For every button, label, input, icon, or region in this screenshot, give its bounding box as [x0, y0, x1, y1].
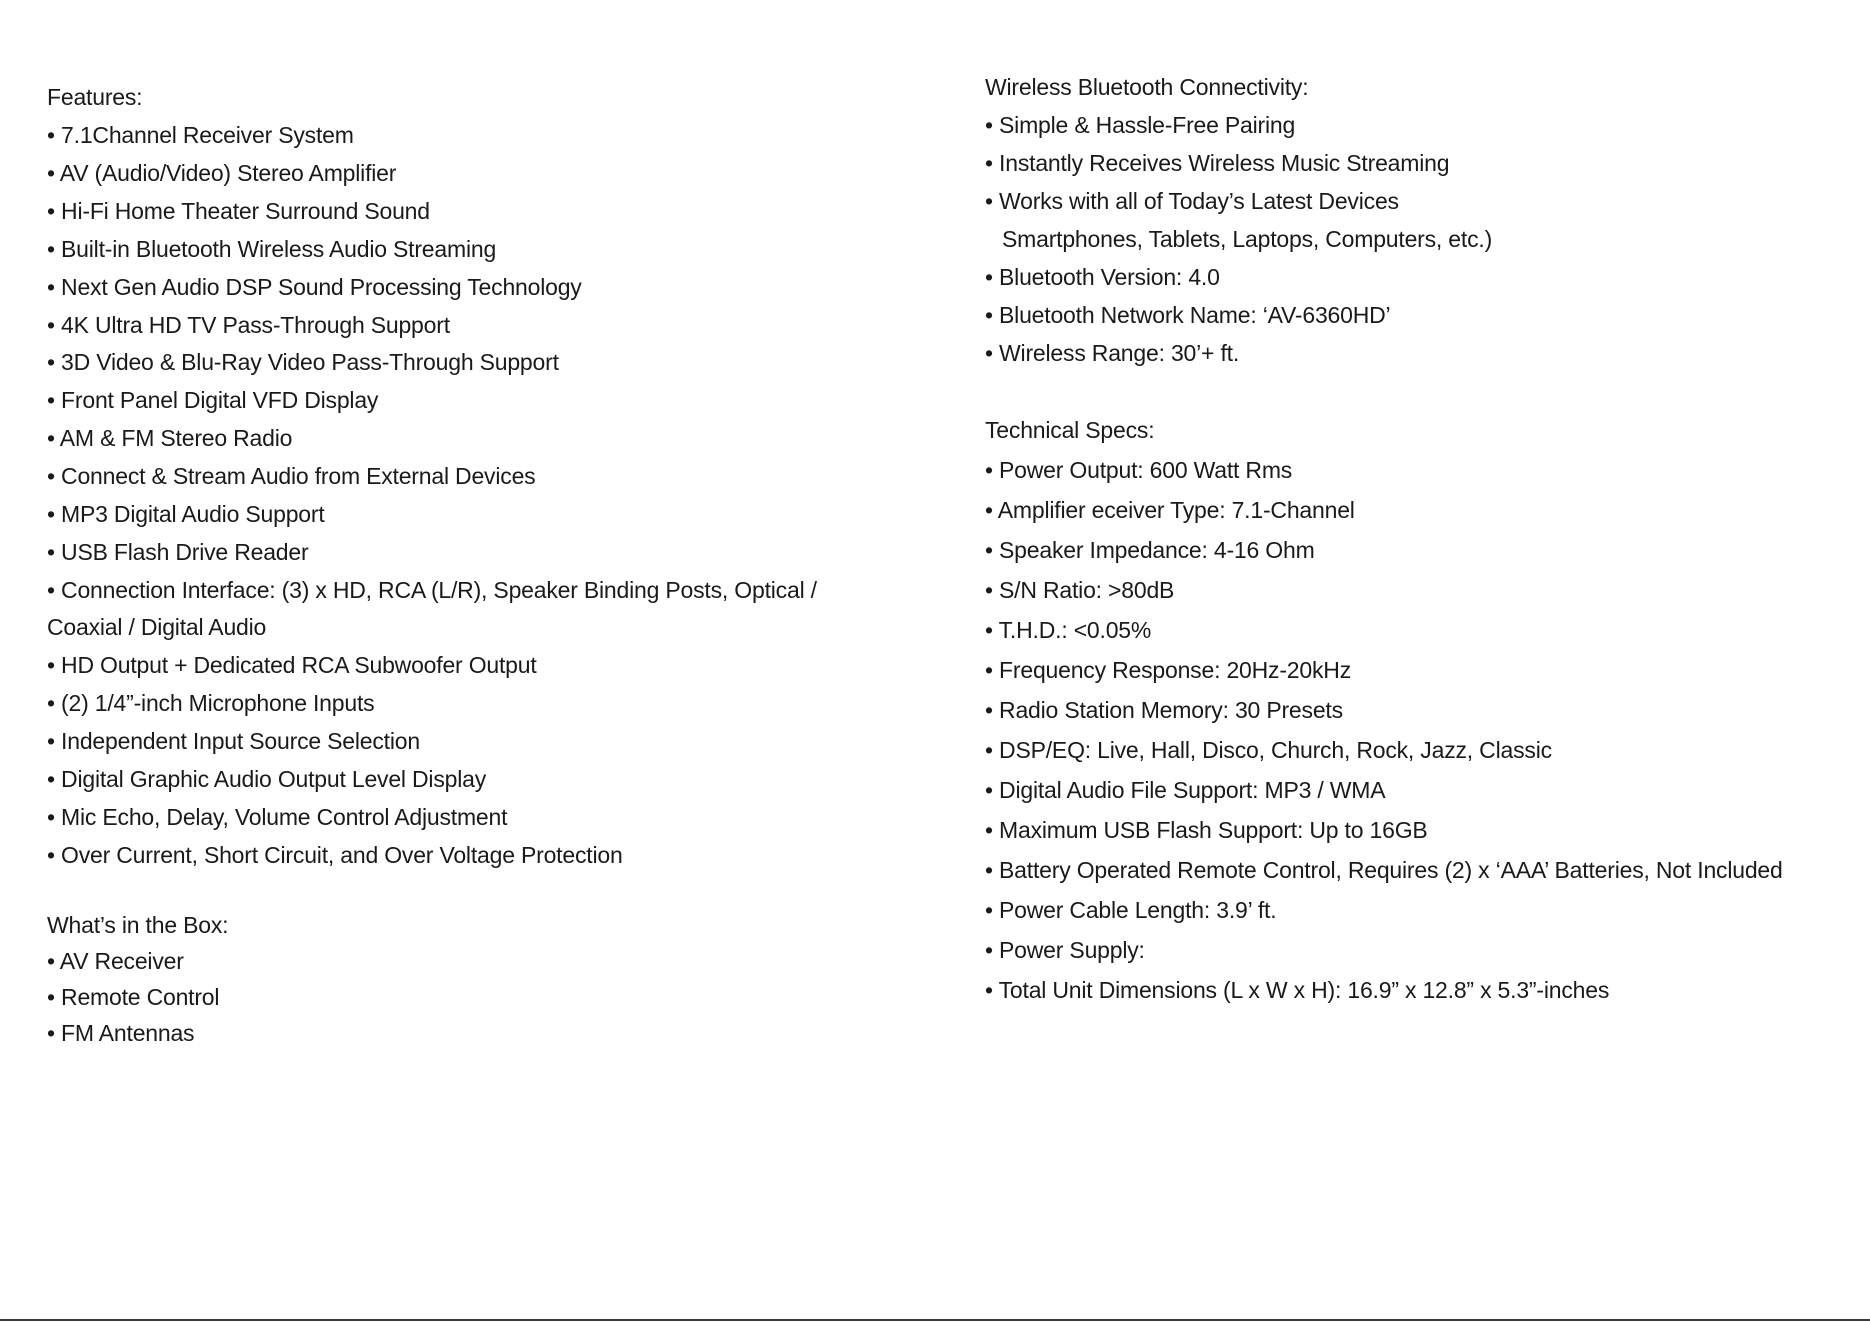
feature-item: • Hi-Fi Home Theater Surround Sound — [47, 198, 430, 224]
feature-item: • Independent Input Source Selection — [47, 728, 420, 754]
feature-item: • Connection Interface: (3) x HD, RCA (L/R), Speaker Binding Posts, Optical / — [47, 577, 817, 603]
bluetooth-item-continuation: Smartphones, Tablets, Laptops, Computers, etc.) — [1002, 226, 1493, 252]
feature-item: • Mic Echo, Delay, Volume Control Adjustment — [47, 804, 508, 830]
bluetooth-item: • Instantly Receives Wireless Music Streaming — [985, 150, 1450, 176]
feature-item: • 7.1Channel Receiver System — [47, 122, 354, 148]
spec-item: • Power Cable Length: 3.9’ ft. — [985, 897, 1277, 923]
spec-item: • S/N Ratio: >80dB — [985, 577, 1175, 603]
feature-item: • Over Current, Short Circuit, and Over Voltage Protection — [47, 842, 623, 868]
feature-item: • AV (Audio/Video) Stereo Amplifier — [47, 160, 397, 186]
spec-item: • Frequency Response: 20Hz-20kHz — [985, 657, 1351, 683]
spec-item: • Amplifier eceiver Type: 7.1-Channel — [985, 497, 1355, 523]
feature-item: • Front Panel Digital VFD Display — [47, 387, 379, 413]
spec-item: • T.H.D.: <0.05% — [985, 617, 1152, 643]
feature-item: • 4K Ultra HD TV Pass-Through Support — [47, 312, 450, 338]
feature-item: • AM & FM Stereo Radio — [47, 425, 293, 451]
specs-heading: Technical Specs: — [985, 417, 1155, 443]
bottom-rule — [0, 1319, 1870, 1321]
feature-item: • Digital Graphic Audio Output Level Display — [47, 766, 487, 792]
feature-item: • Connect & Stream Audio from External Devices — [47, 463, 536, 489]
spec-item: • Battery Operated Remote Control, Requires (2) x ‘AAA’ Batteries, Not Included — [985, 857, 1783, 883]
feature-item: • MP3 Digital Audio Support — [47, 501, 325, 527]
spec-item: • Digital Audio File Support: MP3 / WMA — [985, 777, 1386, 803]
bluetooth-item: • Bluetooth Network Name: ‘AV-6360HD’ — [985, 302, 1391, 328]
bluetooth-heading: Wireless Bluetooth Connectivity: — [985, 74, 1309, 100]
bluetooth-item: • Simple & Hassle-Free Pairing — [985, 112, 1296, 138]
feature-item: • USB Flash Drive Reader — [47, 539, 309, 565]
feature-item-continuation: Coaxial / Digital Audio — [47, 614, 267, 640]
spec-item: • Maximum USB Flash Support: Up to 16GB — [985, 817, 1428, 843]
spec-item: • Power Output: 600 Watt Rms — [985, 457, 1293, 483]
bluetooth-item: • Bluetooth Version: 4.0 — [985, 264, 1220, 290]
spec-item: • Power Supply: — [985, 937, 1145, 963]
feature-item: • HD Output + Dedicated RCA Subwoofer Output — [47, 652, 537, 678]
feature-item: • 3D Video & Blu-Ray Video Pass-Through Support — [47, 349, 559, 375]
box-item: • Remote Control — [47, 984, 220, 1010]
feature-item: • Next Gen Audio DSP Sound Processing Technology — [47, 274, 582, 300]
spec-item: • DSP/EQ: Live, Hall, Disco, Church, Rock, Jazz, Classic — [985, 737, 1552, 763]
spec-item: • Radio Station Memory: 30 Presets — [985, 697, 1343, 723]
bluetooth-item: • Wireless Range: 30’+ ft. — [985, 340, 1240, 366]
spec-item: • Total Unit Dimensions (L x W x H): 16.9” x 12.8” x 5.3”-inches — [985, 977, 1610, 1003]
feature-item: • Built-in Bluetooth Wireless Audio Streaming — [47, 236, 497, 262]
features-heading: Features: — [47, 84, 143, 110]
bluetooth-item: • Works with all of Today’s Latest Devices — [985, 188, 1399, 214]
box-item: • AV Receiver — [47, 948, 184, 974]
box-heading: What’s in the Box: — [47, 912, 229, 938]
box-item: • FM Antennas — [47, 1020, 195, 1046]
feature-item: • (2) 1/4”-inch Microphone Inputs — [47, 690, 375, 716]
spec-item: • Speaker Impedance: 4-16 Ohm — [985, 537, 1315, 563]
